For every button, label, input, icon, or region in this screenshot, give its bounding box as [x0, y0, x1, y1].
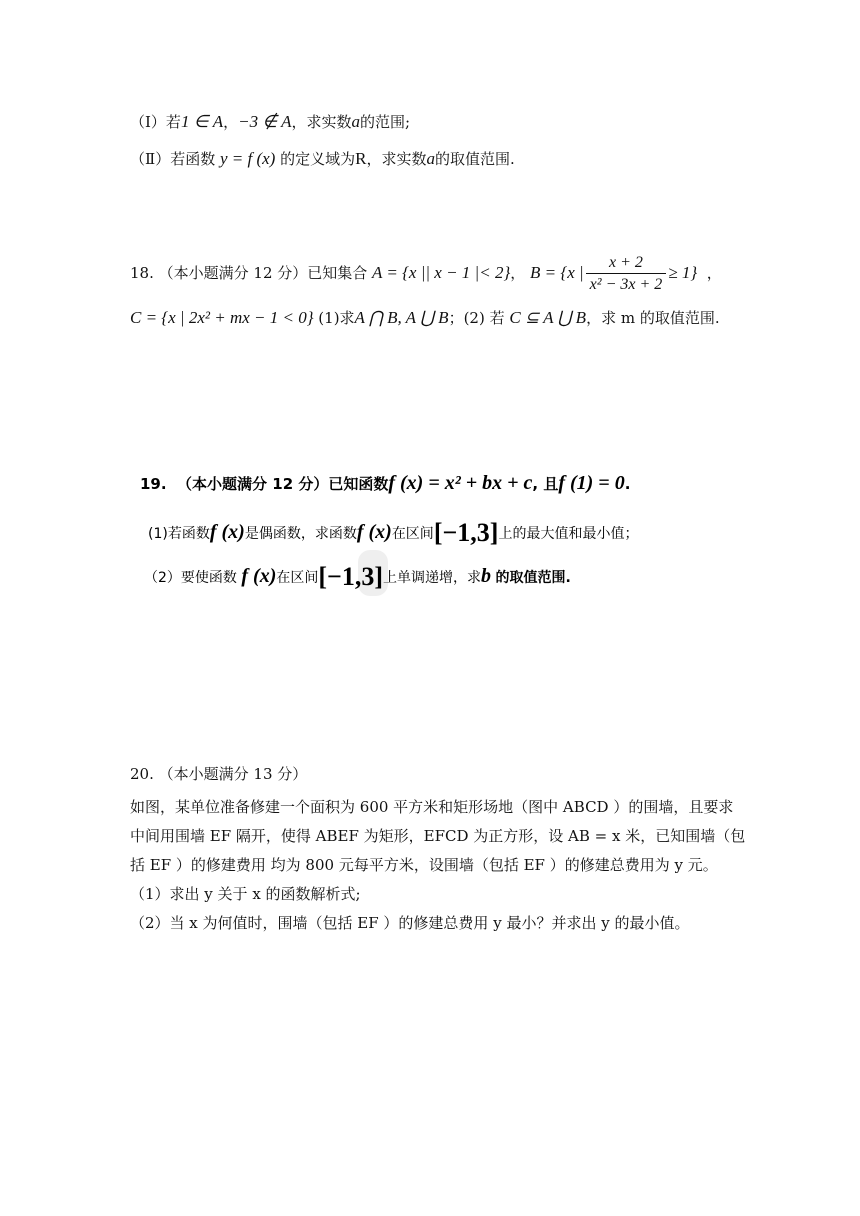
q18-setA: A = {x || x − 1 |< 2}: [372, 263, 511, 282]
q19-p2-f: f (x): [241, 565, 277, 587]
q19-p1-mid2: 在区间: [391, 526, 434, 542]
q17-part1-suffix: 的范围;: [360, 113, 411, 131]
q18-line2: [130, 308, 720, 328]
q20-line3: 括 EF ）的修建费用 均为 800 元每平方米，设围墙（包括 EF ）的修建总费用为 y 元。: [130, 856, 718, 874]
q19-p2-mid: 在区间: [276, 570, 319, 586]
q18-header: （本小题满分 12 分）已知集合: [158, 264, 368, 282]
q19-p2-interval: [−1,3]: [318, 562, 383, 591]
q18-frac-numerator: x + 2: [609, 253, 643, 271]
q17-part2-var: a: [426, 149, 435, 168]
q19-header: （本小题满分 12 分）已知函数: [177, 475, 389, 493]
q17-part2-mid: 的定义域为: [280, 150, 356, 168]
q18-setC: C = {x | 2x² + mx − 1 < 0}: [130, 308, 314, 327]
q19-p1-interval: [−1,3]: [433, 518, 499, 547]
q17-part1: [130, 112, 410, 132]
q19-p2-var: b: [481, 565, 491, 587]
q18-ops: A ⋂ B, A ⋃ B: [354, 308, 449, 327]
q18-fraction: [586, 253, 667, 296]
q19-p2-suffix: 的取值范围.: [495, 570, 571, 586]
q19-p1-f2: f (x): [356, 521, 392, 543]
q19-p1-pre: (1)若函数: [148, 526, 210, 542]
q19-scanned-block: [130, 462, 670, 612]
q17-part1-prefix: （Ⅰ）若: [130, 113, 181, 131]
q20-line4: （1）求出 y 关于 x 的函数解析式;: [130, 885, 361, 903]
q19-number: 19.: [140, 475, 167, 493]
q17-part1-mid: ，求实数: [291, 113, 352, 131]
q19-p2-mid2: 上单调递增，求: [383, 570, 481, 586]
q17-part1-sep: ，: [223, 113, 239, 131]
q19-p1-f: f (x): [209, 521, 245, 543]
q19-cond-end: .: [624, 475, 631, 493]
q17-part2-suffix: 的取值范围.: [435, 150, 515, 168]
q17-part1-var: a: [351, 112, 361, 131]
q18-ask2: ；(2) 若: [448, 309, 505, 327]
q17-part2-math: y = f (x): [219, 149, 276, 168]
q19-cond: f (1) = 0: [558, 472, 625, 494]
q18-subset: C ⊆ A ⋃ B: [509, 308, 587, 327]
q20-body: [130, 793, 750, 938]
q18-comma: ，: [510, 264, 526, 282]
q17-part1-math1: 1 ∈ A: [180, 112, 224, 131]
q19-p2-pre: （2）要使函数: [144, 570, 237, 586]
q17-part2-mid2: ，求实数: [366, 150, 427, 168]
q18-setB-lead: B = {x |: [530, 263, 584, 282]
q20-line1: 如图，某单位准备修建一个面积为 600 平方米和矩形场地（图中 ABCD ）的围墙，且要求: [130, 798, 734, 816]
q19-line1: [140, 472, 630, 495]
q20-header: （本小题满分 13 分）: [158, 765, 308, 783]
q18-frac-denominator: x² − 3x + 2: [586, 273, 667, 296]
q19-part1: [148, 518, 638, 548]
q19-cond-pre: , 且: [532, 475, 559, 493]
q17-part2-R: R: [355, 149, 367, 168]
q19-p1-mid: 是偶函数，求函数: [244, 526, 357, 542]
q17-part2: [130, 149, 515, 169]
q20-line2: 中间用围墙 EF 隔开，使得 ABEF 为矩形，EFCD 为正方形，设 AB = x 米，已知围墙（包: [130, 827, 746, 845]
q19-func: f (x) = x² + bx + c: [388, 472, 533, 494]
q18-line1: [130, 252, 722, 296]
q18-ask1: (1)求: [318, 309, 355, 327]
q18-setB-tail: ≥ 1}: [668, 263, 698, 282]
q17-part2-prefix: （Ⅱ）若函数: [130, 150, 216, 168]
q20-number: 20.: [130, 765, 154, 783]
q17-part1-math2: −3 ∉ A: [238, 112, 292, 131]
q19-p1-suffix: 上的最大值和最小值；: [498, 526, 639, 542]
q20-line5: （2）当 x 为何值时，围墙（包括 EF ）的修建总费用 y 最小？并求出 y 的最小值。: [130, 914, 690, 932]
q18-ask3: ，求 m 的取值范围.: [586, 309, 720, 327]
q18-trail: ，: [706, 264, 722, 282]
q19-part2: [144, 562, 571, 592]
q18-number: 18.: [130, 264, 154, 282]
q20-title: [130, 764, 307, 784]
